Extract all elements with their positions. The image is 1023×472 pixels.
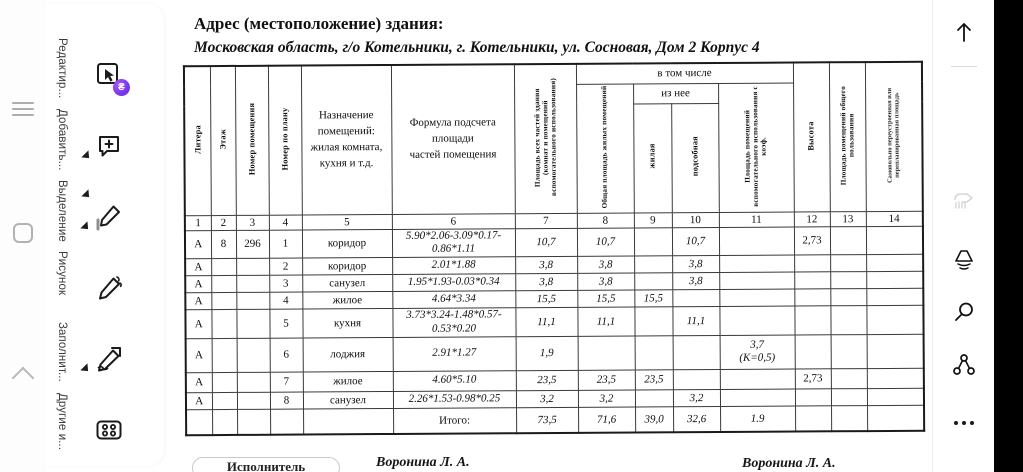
cell-aux-coef xyxy=(719,255,794,272)
cell-total-living: 3,8 xyxy=(577,273,634,290)
cell-living xyxy=(634,256,672,273)
cell-floor xyxy=(211,258,236,275)
colnum-10: 10 xyxy=(672,212,719,227)
total-blank-4 xyxy=(270,409,303,435)
cell-area-all: 3,8 xyxy=(515,256,577,273)
cell-common xyxy=(830,226,866,255)
cell-common xyxy=(830,289,866,306)
cell-height xyxy=(794,289,830,306)
th-utility: подсобная xyxy=(671,103,719,212)
cell-purpose: коридор xyxy=(302,229,392,258)
cell-purpose: коридор xyxy=(302,257,392,275)
share-up-button[interactable] xyxy=(944,12,984,52)
colnum-8: 8 xyxy=(577,213,634,228)
share-nodes-icon xyxy=(952,353,976,377)
share-up-icon xyxy=(952,20,976,44)
th-purpose: Назначение помещений: жилая комната, кухня и т.д. xyxy=(301,65,392,215)
cell-total-living: 10,7 xyxy=(577,228,634,257)
night-mode-icon xyxy=(951,248,977,272)
cell-formula: 4.60*5.10 xyxy=(393,370,516,391)
tool-fill-sign-caret-icon xyxy=(80,363,91,374)
table-row xyxy=(185,226,923,259)
tool-fill-sign-label: Заполнит... xyxy=(56,322,68,382)
cell-unauthorized xyxy=(866,254,923,271)
cell-total-living: 23,5 xyxy=(578,370,635,390)
cell-total-living: 3,8 xyxy=(577,256,634,273)
search-icon xyxy=(952,300,976,324)
more-button[interactable] xyxy=(944,403,984,443)
cell-height xyxy=(794,255,830,272)
home-icon xyxy=(13,223,33,243)
colnum-2: 2 xyxy=(211,215,236,230)
total-area-all: 73,5 xyxy=(516,407,578,433)
cell-common xyxy=(831,368,867,388)
cell-area-all: 3,2 xyxy=(516,390,578,407)
cell-formula: 2.01*1.88 xyxy=(392,257,515,275)
cell-aux-coef xyxy=(719,227,794,256)
cell-total-living: 11,1 xyxy=(577,307,634,336)
cell-formula: 2.91*1.27 xyxy=(393,336,516,371)
total-height xyxy=(795,405,831,431)
cell-purpose: кухня xyxy=(302,308,392,337)
cell-total-living xyxy=(578,336,635,370)
recents-icon xyxy=(12,102,34,116)
colnum-9: 9 xyxy=(634,212,672,227)
cell-common xyxy=(830,306,866,335)
back-button[interactable] xyxy=(0,355,46,401)
tool-add[interactable] xyxy=(46,109,164,187)
signature-right: Воронина Л. А. xyxy=(742,456,836,471)
cell-floor xyxy=(211,309,236,338)
colnum-6: 6 xyxy=(392,213,515,229)
cell-height: 2,73 xyxy=(795,368,831,388)
pencil-draw-icon[interactable] xyxy=(86,265,132,311)
tool-more-tools-label: Другие и... xyxy=(56,393,68,451)
cell-room-no xyxy=(237,338,270,372)
th-group-in-total: в том числе xyxy=(576,63,793,84)
cell-height xyxy=(795,334,831,368)
th-litera: Литера xyxy=(184,66,211,215)
th-area-all: Площадь всех частей здания (комнат и помещений вспомогательного использования) xyxy=(514,64,577,213)
cell-aux-coef xyxy=(719,289,794,306)
total-blank-2 xyxy=(212,409,237,435)
tool-add-caret-icon xyxy=(81,150,92,161)
share-nodes-button[interactable] xyxy=(944,345,984,385)
cell-unauthorized xyxy=(866,305,923,334)
cell-room-no: 296 xyxy=(236,230,269,259)
total-blank-3 xyxy=(237,409,270,435)
more-icon xyxy=(954,421,974,425)
cell-area-all: 3,8 xyxy=(515,273,577,290)
rail-divider xyxy=(951,66,977,67)
premises-table xyxy=(183,61,925,437)
cell-plan-no: 5 xyxy=(269,309,302,338)
cell-unauthorized xyxy=(866,226,923,255)
cell-plan-no: 1 xyxy=(269,230,302,259)
tool-add-label: Добавить... xyxy=(56,109,68,171)
cell-living xyxy=(634,307,672,336)
cell-floor xyxy=(212,392,237,409)
tool-edit-label: Редактир... xyxy=(56,38,68,99)
cell-room-no xyxy=(236,258,269,275)
total-utility: 32,6 xyxy=(673,406,720,432)
cell-formula: 3.73*3.24-1.48*0.57-0.53*0.20 xyxy=(392,308,515,337)
cell-common xyxy=(831,334,867,368)
cell-common xyxy=(830,272,866,289)
cell-living xyxy=(635,335,673,369)
document-viewer[interactable] xyxy=(164,0,932,472)
cell-utility: 3,2 xyxy=(673,389,720,406)
th-aux-coef: Площадь помещений вспомогательного использования с коэф. xyxy=(718,83,794,212)
screen-edge xyxy=(994,0,1023,472)
back-chevron-icon xyxy=(12,367,35,390)
cell-formula: 1.95*1.93-0.03*0.34 xyxy=(392,274,515,292)
cell-floor xyxy=(212,338,237,372)
th-room-no: Номер помещения xyxy=(235,66,269,215)
cell-purpose: санузел xyxy=(302,274,392,292)
cell-purpose: жилое xyxy=(302,291,392,309)
total-blank-5 xyxy=(303,408,393,435)
colnum-14: 14 xyxy=(866,211,923,226)
cell-litera: А xyxy=(186,338,212,372)
colnum-4: 4 xyxy=(269,215,302,230)
fill-sign-icon[interactable] xyxy=(86,336,132,382)
tool-draw[interactable] xyxy=(46,251,164,329)
swipe-hand-icon xyxy=(951,190,977,214)
cell-utility: 11,1 xyxy=(672,306,719,335)
more-tools-grid-icon[interactable] xyxy=(86,407,132,453)
table-total-row xyxy=(186,405,924,436)
premises-table-wrapper xyxy=(183,61,923,427)
cell-floor xyxy=(211,275,236,292)
tool-edit[interactable] xyxy=(46,38,164,116)
cell-area-all: 15,5 xyxy=(515,290,577,307)
cell-room-no xyxy=(236,292,269,309)
cell-unauthorized xyxy=(866,271,923,288)
tool-highlight[interactable] xyxy=(46,180,164,258)
cell-height xyxy=(794,272,830,289)
total-living-area: 71,6 xyxy=(578,407,635,433)
cell-plan-no: 7 xyxy=(270,372,303,392)
cell-area-all: 10,7 xyxy=(515,228,577,257)
signature-left: Воронина Л. А. xyxy=(376,455,470,470)
cell-plan-no: 3 xyxy=(269,275,302,292)
cell-aux-coef xyxy=(720,369,795,389)
cell-utility xyxy=(673,335,720,369)
search-button[interactable] xyxy=(944,292,984,332)
total-aux-coef: 1.9 xyxy=(720,406,795,432)
edit-select-icon[interactable] xyxy=(86,52,132,98)
table-row xyxy=(186,334,924,373)
colnum-7: 7 xyxy=(515,213,577,228)
tool-more-tools[interactable] xyxy=(46,393,164,471)
cell-plan-no: 6 xyxy=(270,338,303,372)
cell-total-living: 3,2 xyxy=(578,390,635,407)
cell-litera: А xyxy=(185,310,211,339)
total-label: Итого: xyxy=(393,407,516,434)
cell-plan-no: 8 xyxy=(270,392,303,409)
cell-utility: 3,8 xyxy=(672,272,719,289)
cell-height xyxy=(795,388,831,405)
tool-highlight-caret-icon xyxy=(80,221,91,232)
cell-room-no xyxy=(236,275,269,292)
cell-formula: 4.64*3.34 xyxy=(392,291,515,309)
tool-draw-label: Рисунок xyxy=(56,251,68,296)
cell-room-no xyxy=(237,372,270,392)
cell-purpose: лоджия xyxy=(303,337,393,372)
cell-floor xyxy=(211,292,236,309)
table-row xyxy=(185,305,923,338)
cell-utility xyxy=(672,289,719,306)
cell-area-all: 23,5 xyxy=(516,370,578,390)
home-button[interactable] xyxy=(0,210,46,256)
tool-fill-sign[interactable] xyxy=(46,322,164,400)
th-living: жилая xyxy=(633,103,672,212)
cell-unauthorized xyxy=(866,288,923,305)
colnum-13: 13 xyxy=(830,211,866,226)
cell-unauthorized xyxy=(867,334,924,368)
th-group-of-which: из нее xyxy=(633,83,718,104)
cell-total-living: 15,5 xyxy=(577,290,634,307)
cell-litera: А xyxy=(185,276,211,293)
cell-living xyxy=(635,389,673,406)
cell-plan-no: 2 xyxy=(269,258,302,275)
cell-area-all: 1,9 xyxy=(516,336,578,370)
night-mode-button[interactable] xyxy=(944,240,984,280)
th-formula: Формула подсчета площади частей помещения xyxy=(391,64,515,214)
cell-living: 23,5 xyxy=(635,369,673,389)
total-common xyxy=(831,405,867,431)
swipe-mode-button[interactable] xyxy=(944,182,984,222)
colnum-5: 5 xyxy=(302,214,392,230)
cell-utility xyxy=(673,369,720,389)
colnum-3: 3 xyxy=(236,215,269,230)
android-system-nav xyxy=(0,0,46,472)
cell-litera: А xyxy=(186,372,212,392)
th-unauthorized: Самовольно переустроенная или перепланированная площадь xyxy=(865,62,923,211)
cell-formula: 5.90*2.06-3.09*0.17-0.86*1.11 xyxy=(392,228,515,257)
cell-room-no xyxy=(236,309,269,338)
th-total-living: Общая площадь жилых помещений xyxy=(576,84,634,213)
cell-floor xyxy=(212,372,237,392)
total-blank-1 xyxy=(186,409,212,435)
cell-living: 15,5 xyxy=(634,290,672,307)
cell-litera: А xyxy=(185,230,211,259)
cell-aux-coef xyxy=(719,272,794,289)
cell-common xyxy=(831,388,867,405)
th-plan-no: Номер по плану xyxy=(268,66,302,215)
cell-formula: 2.26*1.53-0.98*0.25 xyxy=(393,390,516,408)
cell-common xyxy=(830,255,866,272)
editor-toolbar xyxy=(46,4,164,466)
add-box-icon[interactable] xyxy=(86,123,132,169)
highlighter-icon[interactable] xyxy=(86,194,132,240)
right-action-rail xyxy=(932,0,994,472)
cell-litera: А xyxy=(185,259,211,276)
colnum-1: 1 xyxy=(185,215,211,230)
recents-button[interactable] xyxy=(0,86,46,132)
cell-litera: А xyxy=(186,392,212,409)
cell-utility: 3,8 xyxy=(672,255,719,272)
total-unauthorized xyxy=(867,405,924,431)
colnum-11: 11 xyxy=(719,212,794,227)
cell-unauthorized xyxy=(867,368,924,388)
cell-plan-no: 4 xyxy=(269,292,302,309)
document-page xyxy=(164,0,932,472)
executor-pill-label: Исполнитель xyxy=(226,459,306,472)
cell-purpose: жилое xyxy=(303,371,393,392)
table-group-header-row xyxy=(184,62,922,87)
tool-edit-badge: ₴ xyxy=(113,79,130,96)
cell-purpose: санузел xyxy=(303,391,393,409)
cell-height xyxy=(794,306,830,335)
total-living: 39,0 xyxy=(635,406,673,432)
th-common: Площадь помещений общего пользования xyxy=(829,62,866,211)
cell-area-all: 11,1 xyxy=(515,307,577,336)
building-address: Московская область, г/о Котельники, г. Котельники, ул. Сосновая, Дом 2 Корпус 4 xyxy=(194,39,760,56)
colnum-12: 12 xyxy=(794,211,830,226)
th-height: Высота xyxy=(793,62,830,211)
cell-litera: А xyxy=(185,293,211,310)
cell-aux-coef xyxy=(720,389,795,406)
tool-highlight-label: Выделение xyxy=(56,180,68,242)
cell-aux-coef xyxy=(719,306,794,335)
cell-room-no xyxy=(237,392,270,409)
cell-living xyxy=(634,273,672,290)
cell-height: 2,73 xyxy=(794,226,830,255)
tool-highlight-caret-top-icon xyxy=(81,189,92,200)
cell-utility: 10,7 xyxy=(672,227,719,256)
cell-living xyxy=(634,227,672,256)
page-title: Адрес (местоположение) здания: xyxy=(194,14,444,33)
cell-floor: 8 xyxy=(211,230,236,259)
cell-aux-coef: 3,7 (K=0,5) xyxy=(720,335,795,369)
th-floor: Этаж xyxy=(210,66,236,215)
cell-unauthorized xyxy=(867,388,924,405)
